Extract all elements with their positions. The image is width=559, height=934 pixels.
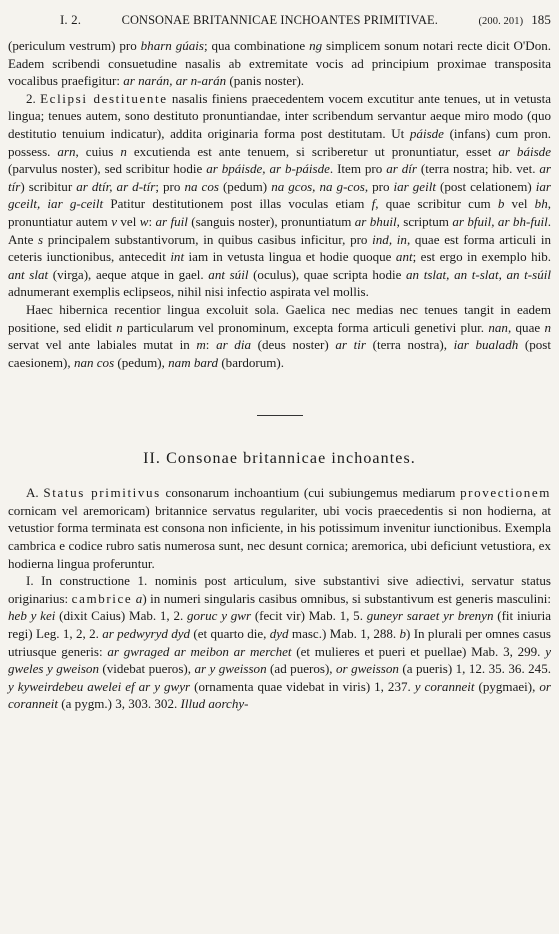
- italic-term: ar dír: [386, 161, 417, 177]
- spaced-term: provectionem: [460, 485, 551, 501]
- text-run: . Ante: [8, 213, 551, 247]
- text-run: Haec hibernica recentior lingua excoluit sola. Gaelica nec medias nec tenues tangit in eadem positione, sed elidit: [8, 301, 551, 335]
- italic-term: ar bpáisde, ar b-páisde: [206, 161, 330, 177]
- section-heading: II. Consonae britannicae inchoantes.: [143, 450, 416, 468]
- text-run: (virga), aeque atque in gael.: [48, 266, 209, 282]
- italic-term: ar dia: [216, 337, 251, 353]
- text-run: particularum vel pronominum, excepta forma articuli genetivi plur.: [122, 319, 489, 335]
- italic-term: int: [170, 249, 185, 265]
- italic-term: y gweles y gweison: [8, 643, 551, 677]
- text-run: (pygmaei),: [474, 678, 540, 694]
- paragraph-4: [8, 484, 551, 572]
- italic-term: dyd: [269, 626, 289, 642]
- italic-term: ar báisde: [498, 143, 551, 159]
- italic-term: iar gceilt, iar g-ceilt: [8, 178, 551, 212]
- text-run: principalem substantivorum, in quibus casibus inficitur, pro: [43, 231, 373, 247]
- text-run: (ornamenta quae videbat in viris) 1, 237.: [190, 678, 415, 694]
- italic-term: nam bard: [168, 354, 219, 370]
- text-run: (et quarto die,: [190, 626, 270, 642]
- text-run: , quae scribitur cum: [375, 196, 498, 212]
- text-run: :: [205, 337, 217, 353]
- text-run: ; qua combinatione: [203, 38, 310, 53]
- text-run: , pronuntiatur autem: [8, 196, 551, 229]
- italic-term: iar bualadh: [453, 337, 519, 353]
- text-run: (terra nostra; hib. vet.: [416, 161, 540, 177]
- text-run: ; pro: [155, 178, 185, 194]
- italic-term: Illud aorchy-: [180, 696, 249, 712]
- italic-term: ar bfuil, ar bh-fuil: [452, 213, 548, 229]
- italic-term: na gcos, na g-cos: [271, 178, 365, 194]
- italic-term: goruc y gwr: [187, 608, 252, 624]
- italic-term: b: [399, 626, 407, 642]
- italic-term: na cos: [184, 178, 219, 194]
- italic-term: y coranneit: [414, 678, 475, 694]
- text-run: simplicem sonum notari recte dicit O'Don. Eadem scribendi consuetudine nasalis ab extremitate vocis ad principium proximae transposita vocalibus praefigitur:: [8, 38, 551, 89]
- italic-term: ar narán, ar n-arán: [123, 73, 227, 89]
- text-run: nasalis finiens praecedentem vocem excutitur ante tenues, ut in vetusta lingua; tenues autem, sono destituto pronuntiandae, inter scribendum servantur aeque miro modo (quo destitutio tenuium indicatur), addita originaria forma post destitutam. Ut: [8, 90, 551, 141]
- running-header: [8, 12, 551, 37]
- italic-term: heb y kei: [8, 608, 56, 624]
- text-run: . Item pro: [329, 161, 387, 177]
- italic-term: m: [196, 337, 206, 353]
- text-run: ; est ergo in exemplo hib.: [412, 249, 551, 265]
- text-run: adnumerant exemplis eclipseos, nihil nisi infectio aspirata vel mollis.: [8, 284, 369, 300]
- italic-term: v: [111, 213, 117, 229]
- italic-term: ant súil: [208, 266, 249, 282]
- section-one-body: [8, 37, 551, 371]
- italic-term: ar bhuil: [354, 213, 397, 229]
- italic-term: ar dtír, ar d-tír: [76, 178, 156, 194]
- paragraph-3: [8, 301, 551, 371]
- section-separator-rule: [257, 415, 303, 416]
- italic-term: y kyweirdebeu awelei ef ar y gwyr: [8, 678, 191, 694]
- section-two-body: [8, 484, 551, 713]
- italic-term: bh: [534, 196, 548, 212]
- italic-term: a: [135, 590, 143, 606]
- italic-term: arn: [57, 143, 76, 159]
- spaced-term: cambrice: [71, 590, 133, 606]
- header-section-number: I. 2.: [60, 12, 82, 27]
- text-run: iam in vetusta lingua et hodie quoque: [184, 249, 396, 265]
- paragraph-1: [8, 37, 551, 90]
- text-run: (deus noster): [250, 337, 336, 353]
- italic-term: ar y gweisson: [194, 661, 267, 677]
- italic-term: or coranneit: [8, 678, 551, 712]
- italic-term: ng: [309, 38, 323, 53]
- text-run: (dixit Caius) Mab. 1, 2.: [55, 608, 187, 624]
- italic-term: iar geilt: [393, 178, 436, 194]
- text-run: (panis noster).: [226, 73, 305, 89]
- text-run: (terra nostra),: [365, 337, 454, 353]
- italic-term: b: [497, 196, 505, 212]
- text-run: A.: [26, 485, 44, 501]
- text-run: consonarum inchoantium (cui subiungemus mediarum: [160, 485, 461, 501]
- text-run: excutienda est ante tenuem, si scriberetur ut pronuntiatur, esset: [126, 143, 499, 159]
- text-run: (post caesionem),: [8, 337, 551, 370]
- italic-term: ar pedwyryd dyd: [102, 626, 191, 642]
- italic-term: ar fuil: [155, 213, 188, 229]
- spaced-term: Eclipsi destituente: [40, 90, 168, 106]
- text-run: (periculum vestrum) pro: [8, 38, 141, 53]
- text-run: (pedum): [218, 178, 272, 194]
- text-run: (oculus), quae scripta hodie: [248, 266, 407, 282]
- text-run: vel: [116, 213, 140, 229]
- italic-term: páisde: [409, 125, 444, 141]
- text-run: ) scribitur: [20, 178, 77, 194]
- italic-term: f: [371, 196, 376, 212]
- italic-term: w: [139, 213, 149, 229]
- text-run: servat vel ante labiales mutat in: [8, 337, 197, 353]
- text-run: masc.) Mab. 1, 288.: [288, 626, 400, 642]
- italic-term: s: [38, 231, 44, 247]
- text-run: (pedum),: [114, 354, 169, 370]
- italic-term: or gweisson: [336, 661, 399, 677]
- text-run: , quae est forma articuli in ceteris iunctionibus, antecedit: [8, 231, 551, 265]
- text-run: ) in numeri singularis casibus omnibus, si substantivum est generis masculini:: [142, 590, 552, 606]
- text-run: (a pueris) 1, 12. 35. 36. 245.: [398, 661, 551, 677]
- paragraph-2: [8, 90, 551, 301]
- italic-term: guneyr saraet yr brenyn: [366, 608, 494, 624]
- text-run: ) In plurali per omnes casus utriusque generis:: [8, 626, 551, 659]
- text-run: , scriptum: [396, 213, 453, 229]
- header-paragraph-reference: (200. 201): [478, 16, 524, 27]
- italic-term: ar tír: [8, 161, 551, 194]
- italic-term: nan: [488, 319, 508, 335]
- text-run: vel: [504, 196, 535, 212]
- text-run: , cuius: [75, 143, 121, 159]
- text-run: (sanguis noster), pronuntiatum: [187, 213, 355, 229]
- page-number: 185: [531, 12, 551, 27]
- text-run: (ad pueros),: [266, 661, 337, 677]
- text-run: , pro: [364, 178, 394, 194]
- text-run: (videbat pueros),: [98, 661, 195, 677]
- italic-term: bharn gúais: [140, 38, 204, 53]
- text-run: (a pygm.) 3, 303. 302.: [58, 696, 181, 712]
- spaced-term: Status primitivus: [43, 485, 161, 501]
- italic-term: an tslat, an t-slat, an t-súil: [406, 266, 551, 282]
- italic-term: n: [544, 319, 551, 335]
- text-run: (fecit vir) Mab. 1, 5.: [251, 608, 367, 624]
- text-run: (fit iniuria regi) Leg. 1, 2, 2.: [8, 608, 551, 642]
- italic-term: ind, in: [372, 231, 407, 247]
- paragraph-5: [8, 572, 551, 713]
- text-run: 2.: [26, 90, 41, 106]
- text-run: (infans) cum pron. possess.: [8, 125, 552, 159]
- header-title: CONSONAE BRITANNICAE INCHOANTES PRIMITIVAE.: [121, 13, 438, 27]
- text-run: (parvulus noster), sed scribitur hodie: [8, 161, 207, 177]
- italic-term: ar gwraged ar meibon ar merchet: [107, 643, 292, 659]
- text-run: (bardorum).: [218, 354, 284, 370]
- text-run: I. In constructione 1. nominis post articulum, sive substantivi sive adiectivi, servatur status originarius:: [8, 573, 551, 606]
- text-run: :: [148, 213, 156, 229]
- italic-term: nan cos: [73, 354, 115, 370]
- italic-term: ant: [395, 249, 413, 265]
- italic-term: n: [120, 143, 127, 159]
- text-run: , quae: [507, 319, 545, 335]
- text-run: Patitur destitutionem post illas voculas etiam: [103, 196, 372, 212]
- italic-term: n: [116, 319, 123, 335]
- text-run: cornicam vel aremoricam) britannice servatus regulariter, ubi vocis praecedentis si non hodierna, at vetustior forma terminata est consona non inficiente, in his potissimum invenitur iunctionibus. Exempla cambrica e codice rubro satis numerosa sunt, nec desunt cornica; aremorica, ubi deficiunt vetustiora, ex hodierna lingua proferuntur.: [8, 502, 551, 571]
- italic-term: ar tir: [335, 337, 366, 353]
- text-run: (et mulieres et pueri et puellae) Mab. 3, 299.: [291, 643, 546, 659]
- text-run: (post celationem): [435, 178, 536, 194]
- italic-term: ant slat: [8, 266, 49, 282]
